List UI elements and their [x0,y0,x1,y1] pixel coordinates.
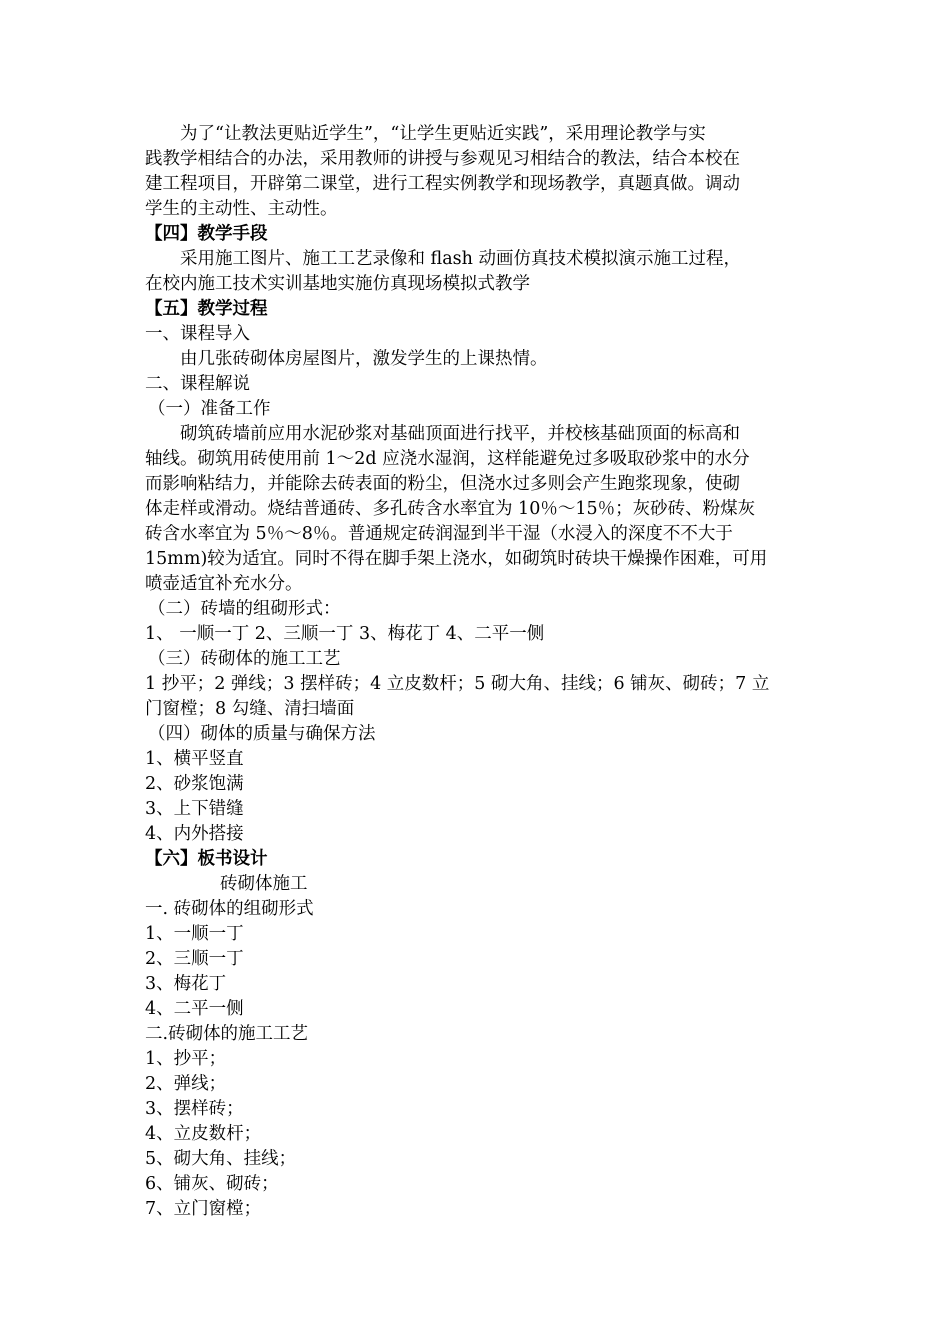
paragraph-line: 在校内施工技术实训基地实施仿真现场模拟式教学 [145,274,530,294]
paragraph-line: 1 抄平；2 弹线；3 摆样砖；4 立皮数杆；5 砌大角、挂线；6 铺灰、砌砖；7 立 [145,674,770,694]
list-item: 4、立皮数杆； [145,1124,262,1144]
paragraph-line: 门窗樘；8 勾缝、清扫墙面 [145,699,355,719]
paragraph-line: 砌筑砖墙前应用水泥砂浆对基础顶面进行找平，并校核基础顶面的标高和 [180,424,740,444]
subheading: （一）准备工作 [148,399,271,419]
paragraph-line: 1、 一顺一丁 2、三顺一丁 3、梅花丁 4、二平一侧 [145,624,545,644]
paragraph-line: 而影响粘结力，并能除去砖表面的粉尘，但浇水过多则会产生跑浆现象，使砌 [145,474,740,494]
list-item: 4、二平一侧 [145,999,244,1019]
list-item: 3、梅花丁 [145,974,227,994]
section-heading: 【六】板书设计 [145,849,268,869]
list-item: 1、横平竖直 [145,749,244,769]
subheading: 二、课程解说 [145,374,250,394]
paragraph-line: 轴线。砌筑用砖使用前 1～2d 应浇水湿润，这样能避免过多吸取砂浆中的水分 [145,449,750,469]
paragraph-line: 由几张砖砌体房屋图片，激发学生的上课热情。 [180,349,548,369]
list-item: 3、上下错缝 [145,799,244,819]
list-item: 7、立门窗樘； [145,1199,262,1219]
list-item: 2、砂浆饱满 [145,774,244,794]
paragraph-line: 采用施工图片、施工工艺录像和 flash 动画仿真技术模拟演示施工过程， [180,249,741,269]
section-heading: 【四】教学手段 [145,224,268,244]
paragraph-line: 砖含水率宜为 5％～8％。普通规定砖润湿到半干湿（水浸入的深度不不大于 [145,524,733,544]
paragraph-line: 喷壶适宜补充水分。 [145,574,303,594]
paragraph-line: 体走样或滑动。烧结普通砖、多孔砖含水率宜为 10％～15％；灰砂砖、粉煤灰 [145,499,756,519]
list-item: 1、一顺一丁 [145,924,244,944]
subheading: （四）砌体的质量与确保方法 [148,724,376,744]
subheading: （二）砖墙的组砌形式： [148,599,341,619]
paragraph-line: 15mm)较为适宜。同时不得在脚手架上浇水，如砌筑时砖块干燥操作困难，可用 [145,549,768,569]
paragraph-line: 学生的主动性、主动性。 [145,199,338,219]
list-item: 2、弹线； [145,1074,227,1094]
paragraph-line: 建工程项目，开辟第二课堂，进行工程实例教学和现场教学，真题真做。调动 [145,174,740,194]
list-item: 1、抄平； [145,1049,227,1069]
subheading: 二.砖砌体的施工工艺 [145,1024,309,1044]
board-title: 砖砌体施工 [220,874,308,894]
section-heading: 【五】教学过程 [145,299,268,319]
list-item: 5、砌大角、挂线； [145,1149,297,1169]
list-item: 2、三顺一丁 [145,949,244,969]
subheading: 一、课程导入 [145,324,250,344]
subheading: （三）砖砌体的施工工艺 [148,649,341,669]
paragraph-line: 为了“让教法更贴近学生”，“让学生更贴近实践”，采用理论教学与实 [180,124,706,144]
list-item: 3、摆样砖； [145,1099,244,1119]
list-item: 6、铺灰、砌砖； [145,1174,279,1194]
list-item: 4、内外搭接 [145,824,244,844]
paragraph-line: 践教学相结合的办法，采用教师的讲授与参观见习相结合的教法，结合本校在 [145,149,740,169]
subheading: 一. 砖砌体的组砌形式 [145,899,314,919]
